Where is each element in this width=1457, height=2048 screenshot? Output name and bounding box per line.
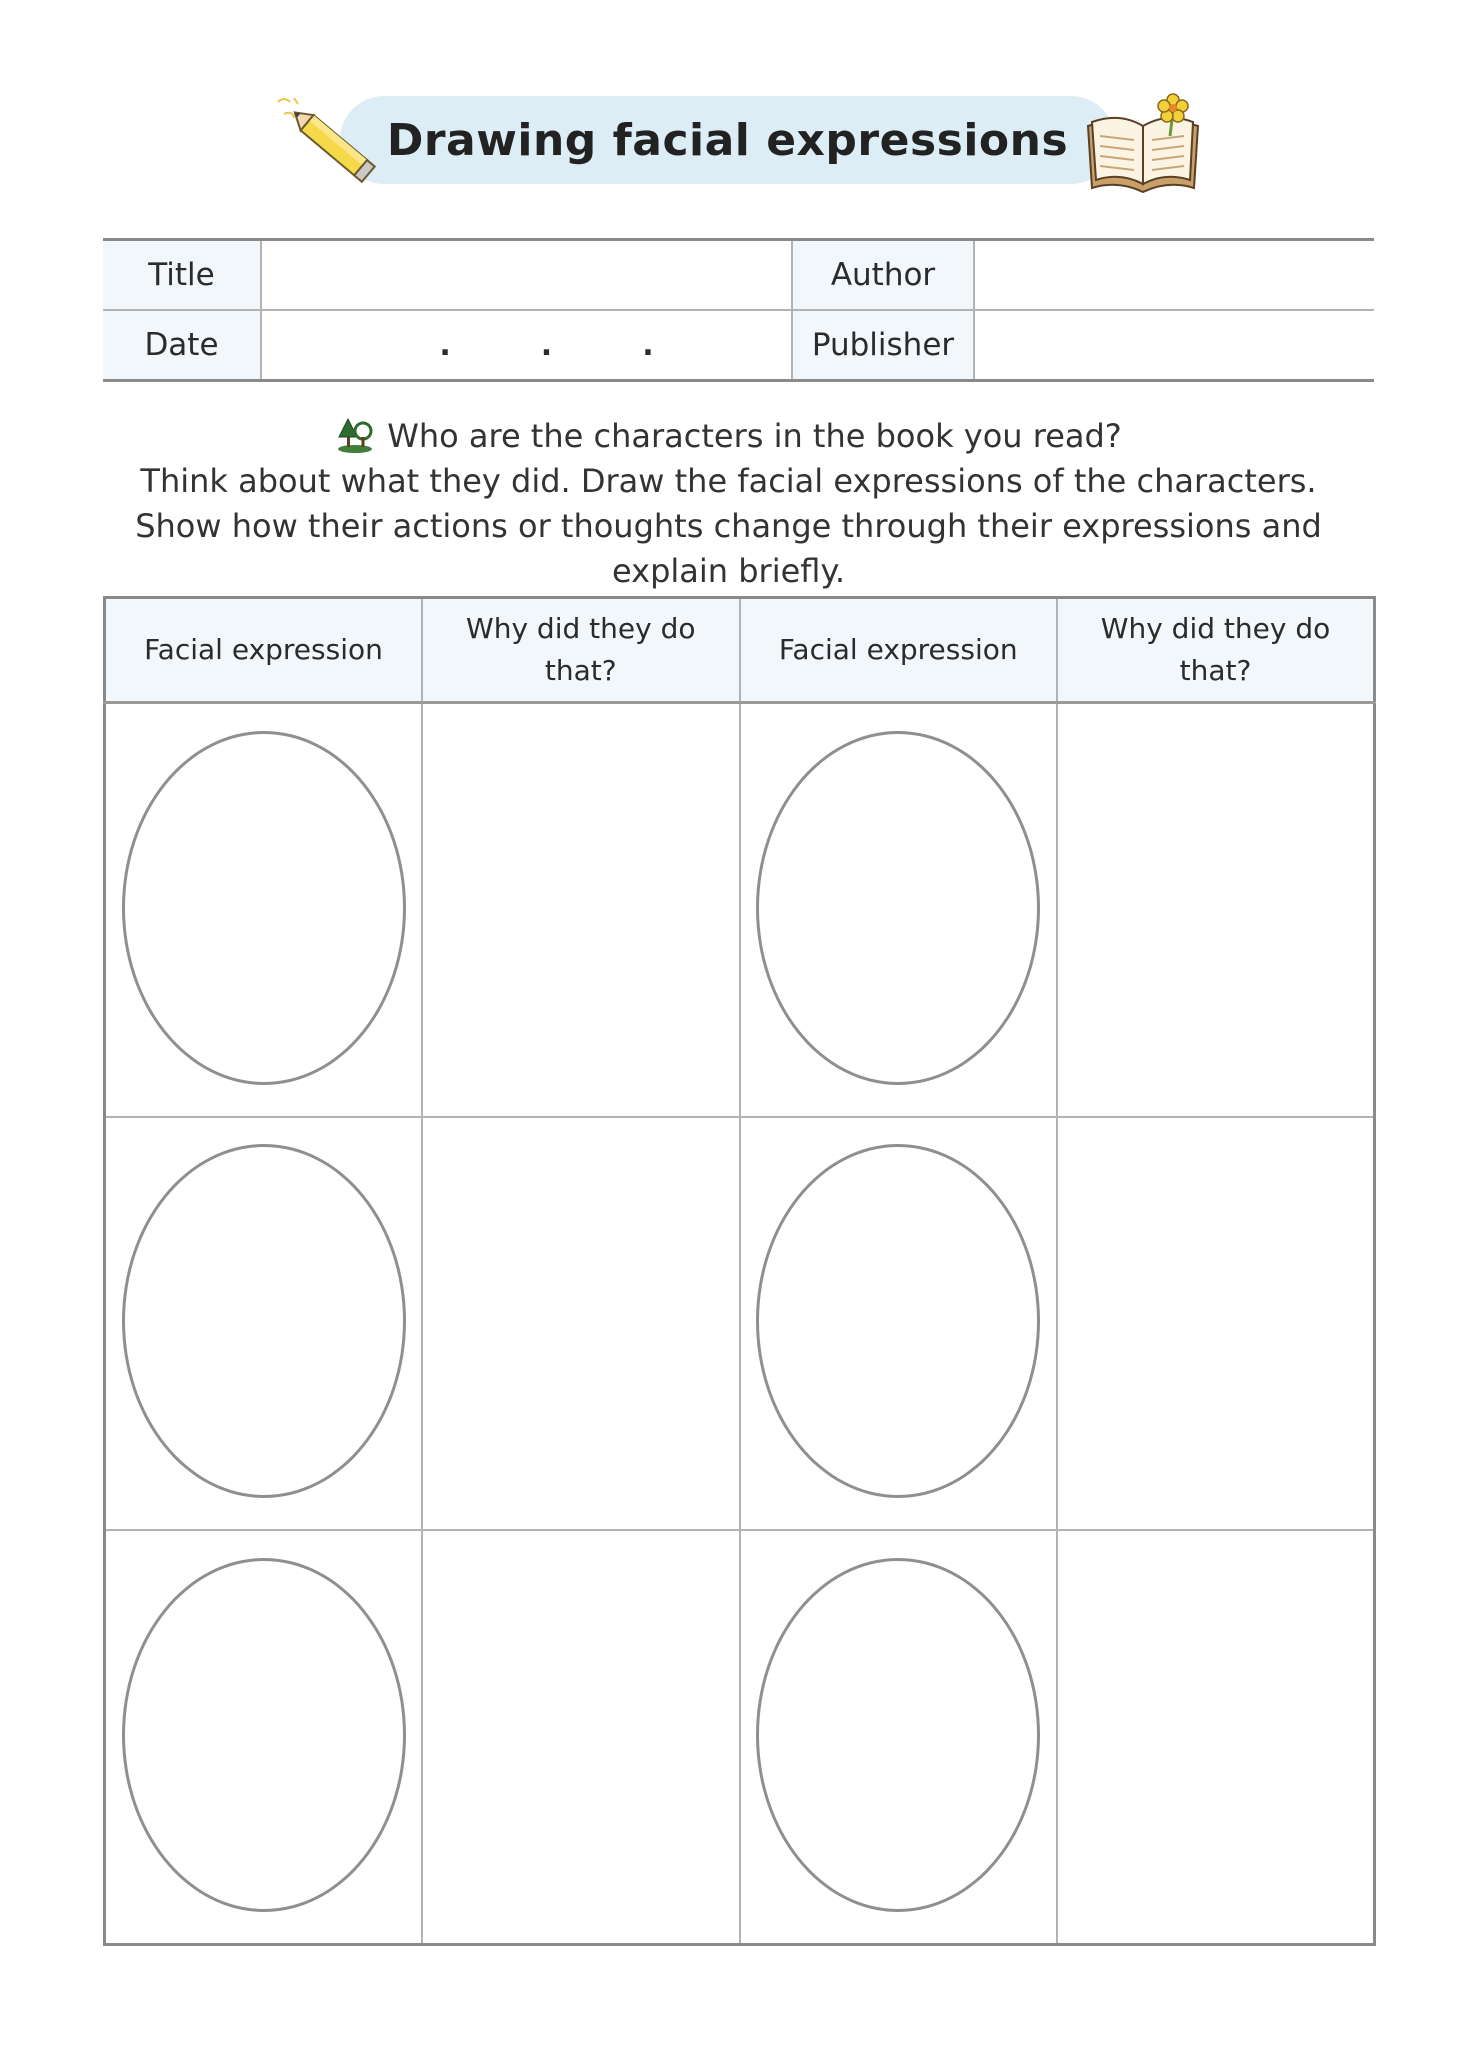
title-label: Title — [103, 240, 261, 311]
book-info-table — [103, 238, 1374, 382]
author-label: Author — [792, 240, 974, 311]
instruction-line-1: Who are the characters in the book you read? — [387, 417, 1122, 455]
expression-grid — [103, 596, 1376, 1946]
face-cell[interactable] — [740, 1117, 1058, 1531]
face-oval — [756, 1144, 1040, 1498]
reason-cell[interactable] — [1057, 703, 1375, 1117]
publisher-field[interactable] — [974, 310, 1374, 381]
header-facial-expression: Facial expression — [105, 598, 423, 703]
reason-cell[interactable] — [422, 1117, 740, 1531]
face-oval — [122, 731, 406, 1085]
info-row-title — [103, 240, 1374, 311]
face-oval — [756, 731, 1040, 1085]
date-separator: . — [540, 328, 553, 363]
header-why: Why did they do that? — [1057, 598, 1375, 703]
tree-icon — [335, 417, 375, 453]
date-label: Date — [103, 310, 261, 381]
instructions — [100, 414, 1357, 594]
grid-header-row — [105, 598, 1375, 703]
face-oval — [122, 1558, 406, 1912]
face-cell[interactable] — [105, 1530, 423, 1944]
header-why: Why did they do that? — [422, 598, 740, 703]
instruction-question — [100, 414, 1357, 459]
grid-row — [105, 1117, 1375, 1531]
date-separator: . — [642, 328, 654, 363]
reason-cell[interactable] — [1057, 1530, 1375, 1944]
reason-cell[interactable] — [422, 1530, 740, 1944]
info-row-date — [103, 310, 1374, 381]
reason-cell[interactable] — [422, 703, 740, 1117]
publisher-label: Publisher — [792, 310, 974, 381]
face-cell[interactable] — [740, 1530, 1058, 1944]
face-cell[interactable] — [105, 703, 423, 1117]
date-separators — [439, 328, 653, 363]
grid-row — [105, 703, 1375, 1117]
face-oval — [756, 1558, 1040, 1912]
instruction-detail: Think about what they did. Draw the facial expressions of the characters. Show how their actions or thoughts change through their expressions and explain briefly. — [135, 462, 1322, 590]
date-separator: . — [439, 328, 451, 363]
page-title: Drawing facial expressions — [386, 114, 1069, 166]
pencil-icon — [270, 92, 390, 192]
reason-cell[interactable] — [1057, 1117, 1375, 1531]
face-cell[interactable] — [105, 1117, 423, 1531]
open-book-icon — [1078, 92, 1208, 202]
header-facial-expression: Facial expression — [740, 598, 1058, 703]
title-field[interactable] — [261, 240, 792, 311]
face-oval — [122, 1144, 406, 1498]
author-field[interactable] — [974, 240, 1374, 311]
date-field[interactable] — [261, 310, 792, 381]
face-cell[interactable] — [740, 703, 1058, 1117]
grid-row — [105, 1530, 1375, 1944]
